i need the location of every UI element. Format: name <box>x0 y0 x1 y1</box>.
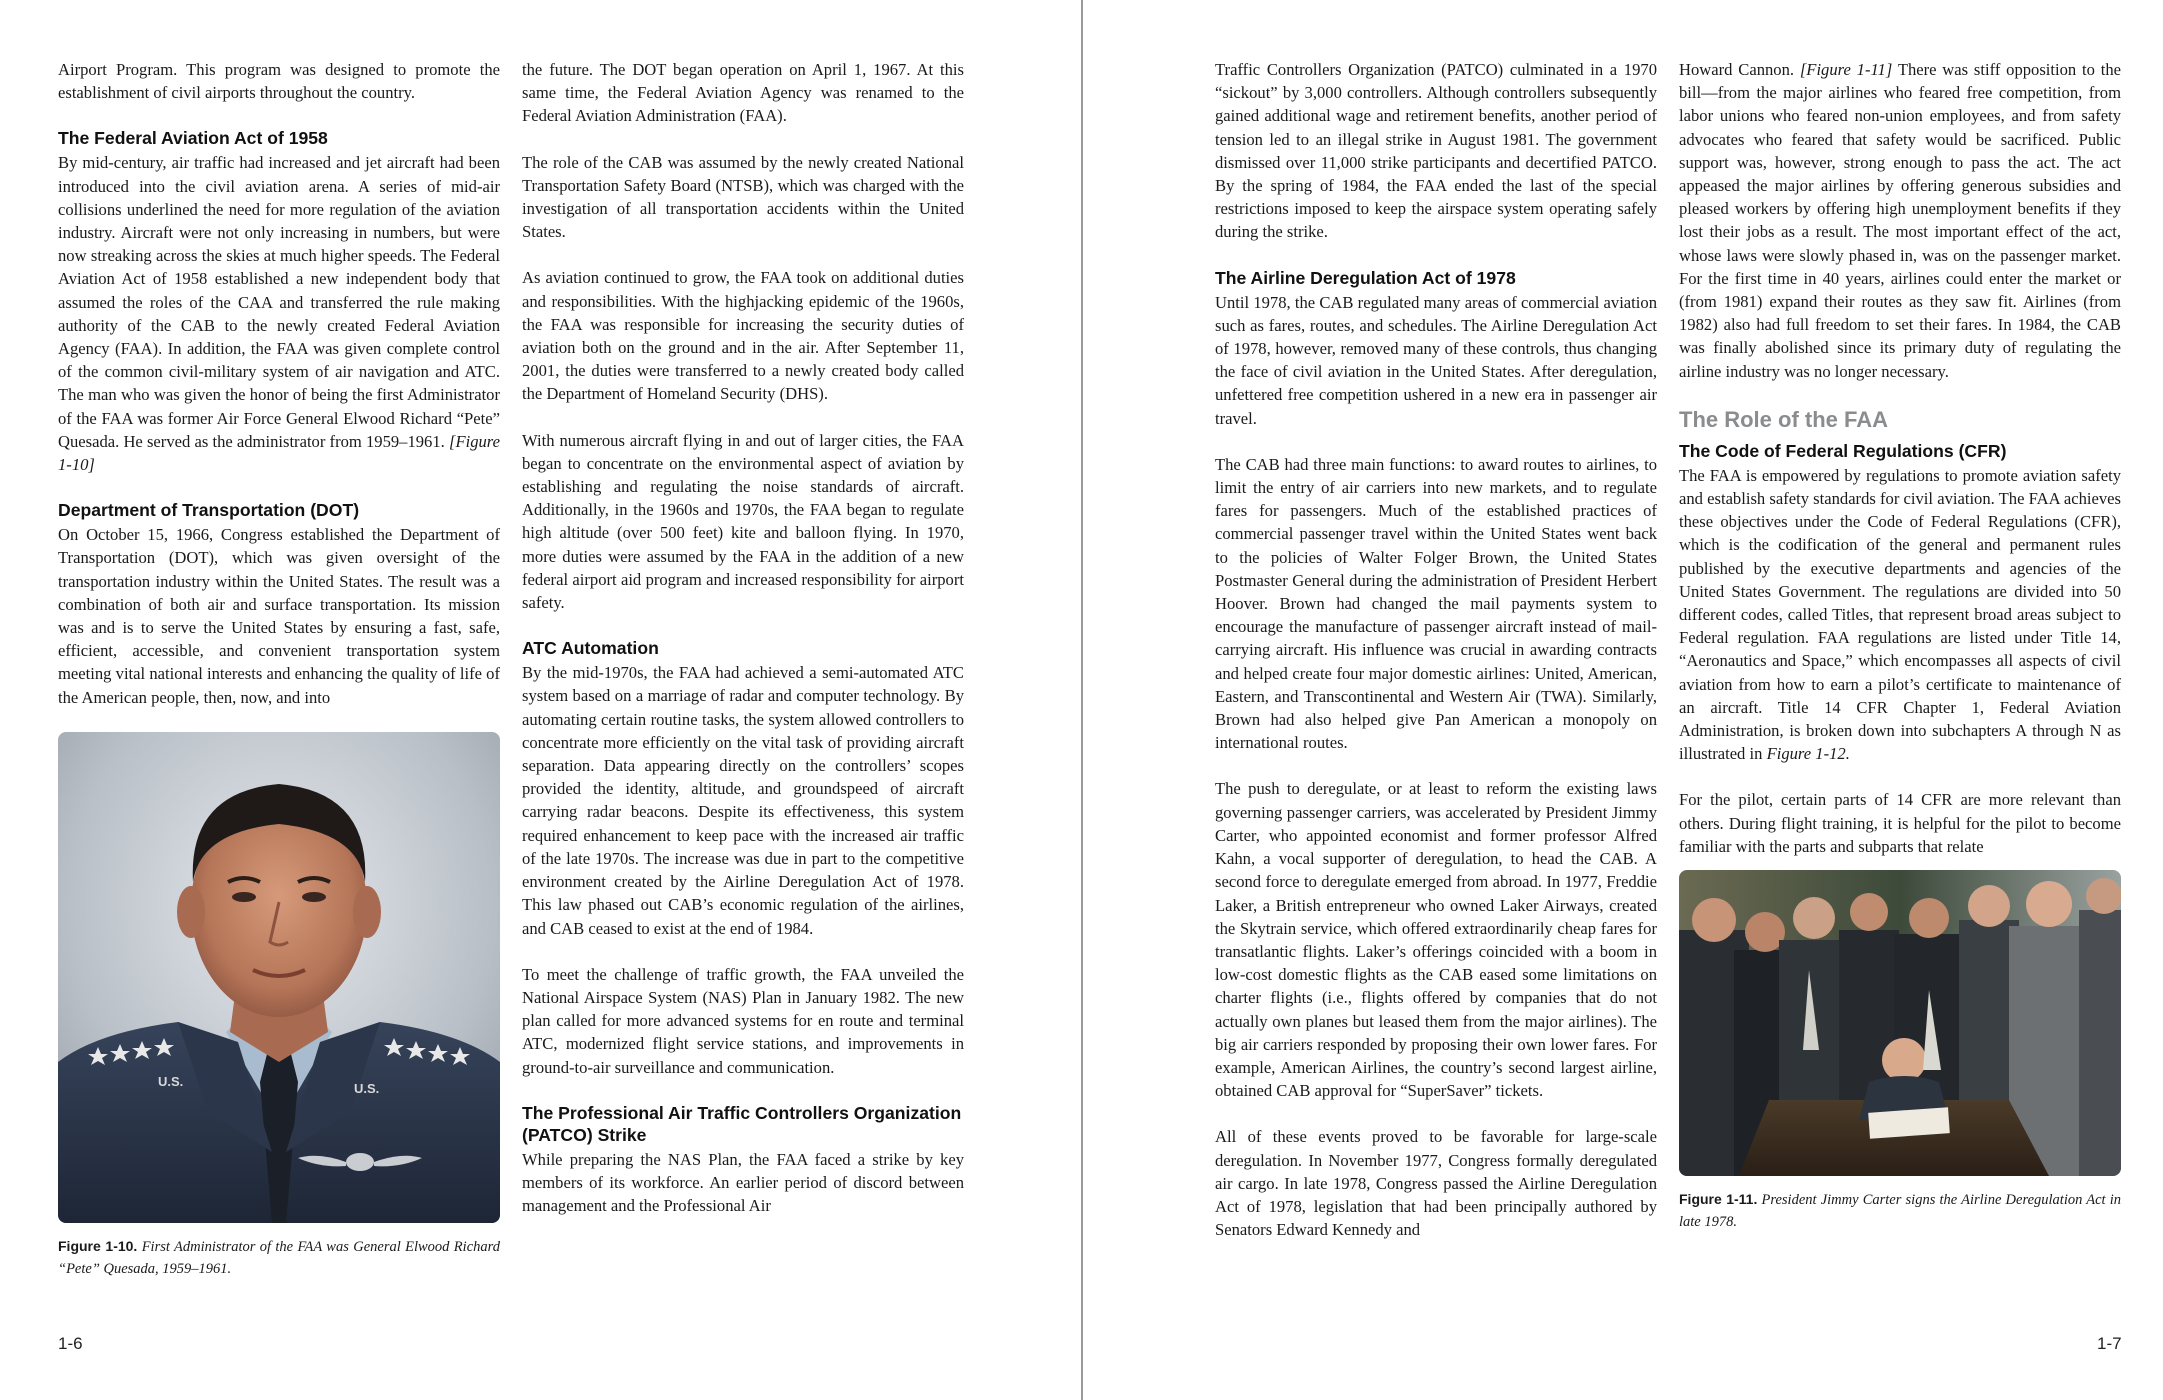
paragraph-text: By mid-century, air traffic had increased and jet aircraft had been introduced into the civil aviation arena. A series of mid-air collisions underlined the need for more regulation of the aviation industry. Aircraft were not only increasing in numbers, but were now streaking across the skies at much higher speeds. The Federal Aviation Act of 1958 established a new independent body that assumed the roles of the CAA and transferred the rule making authority of the CAB to the newly created Federal Aviation Agency (FAA). In addition, the FAA was given complete control of the common civil-military system of air navigation and ATC. The man who was given the honor of being the first Administrator of the FAA was former Air Force General Elwood Richard “Pete” Quesada. He served as the administrator from 1959–1961. <box>58 153 500 451</box>
figure-1-10-photo <box>58 732 500 1223</box>
right-page <box>1083 0 2163 1400</box>
paragraph-pilot-parts: For the pilot, certain parts of 14 CFR are more relevant than others. During flight training, it is helpful for the pilot to become familiar with the parts and subparts that relate <box>1679 790 2121 856</box>
paragraph-ntsb: The role of the CAB was assumed by the newly created National Transportation Safety Board (NTSB), which was charged with the investigation of all transportation accidents within the United States. <box>522 152 964 242</box>
caption-label: Figure 1-11. <box>1679 1191 1758 1208</box>
right-column-1 <box>1215 58 1657 1241</box>
paragraph-atc-automation: By the mid-1970s, the FAA had achieved a semi-automated ATC system based on a marriage of radar and computer technology. By automating certain routine tasks, the system allowed controllers to concentrate more efficiently on the vital task of providing aircraft separation. Data appearing directly on the controllers’ scopes provided the identity, altitude, and groundspeed of aircraft carrying radar beacons. Despite its effectiveness, this system required enhancement to keep pace with the increased air traffic of the late 1970s. The increase was due in part to the competitive environment created by the Airline Deregulation Act of 1978. This law phased out CAB’s economic regulation of the airlines, and CAB ceased to exist at the end of 1984. <box>522 663 964 938</box>
heading-airline-deregulation-act: The Airline Deregulation Act of 1978 <box>1215 267 1516 288</box>
heading-role-of-faa: The Role of the FAA <box>1679 406 1888 432</box>
figure-1-11-caption <box>1679 1188 2121 1233</box>
figure-reference-1-11: [Figure 1-11] <box>1799 60 1893 79</box>
left-column-1 <box>58 58 500 1303</box>
paragraph-cfr <box>1679 464 2121 766</box>
heading-dot: Department of Transportation (DOT) <box>58 500 360 521</box>
paragraph-nas-plan: To meet the challenge of traffic growth, the FAA unveiled the National Airspace System (NAS) Plan in January 1982. The new plan called for more advanced systems for en route and terminal ATC, modernized flight service stations, and improvements in ground-to-air surveillance and communication. <box>522 964 964 1077</box>
heading-atc-automation: ATC Automation <box>522 638 659 659</box>
heading-patco-strike: The Professional Air Traffic Controllers Organization (PATCO) Strike <box>522 1102 962 1145</box>
left-page <box>0 0 1081 1400</box>
paragraph-federal-aviation-act <box>58 151 500 476</box>
paragraph-dot: On October 15, 1966, Congress established the Department of Transportation (DOT), which was given oversight of the transportation industry within the United States. The result was a combination of both air and surface transportation. Its mission was and is to serve the United States by ensuring a fast, safe, efficient, accessible, and convenient transportation system meeting vital national interests and enhancing the quality of life of the American people, then, now, and into <box>58 525 500 707</box>
paragraph-text: There was stiff opposition to the bill—from the major airlines who feared free competition, from labor unions who feared non-union employees, and from safety advocates who feared that safety would be sacrificed. Public support was, however, strong enough to pass the act. The act appeased the major airlines by offering generous subsidies and pleased workers by offering high unemployment benefits if they lost their jobs as a result. The most important effect of the act, whose laws were slowly phased in, was on the passenger market. For the first time in 40 years, airlines could enter the market or (from 1981) expand their routes as they saw fit. Airlines (from 1982) also had full freedom to set their fares. In 1984, the CAB was finally abolished since its primary duty of regulating the airline industry was no longer necessary. <box>1679 60 2122 381</box>
figure-reference-1-10: [Figure 1-10] <box>58 431 501 475</box>
paragraph-intro: Airport Program. This program was designed to promote the establishment of civil airports throughout the country. <box>58 60 500 103</box>
page-number-right: 1-7 <box>2097 1334 2122 1353</box>
paragraph-patco: While preparing the NAS Plan, the FAA faced a strike by key members of its workforce. An earlier period of discord between management and the Professional Air <box>522 1149 964 1216</box>
paragraph-cannon <box>1679 58 2121 383</box>
paragraph-noise: With numerous aircraft flying in and out of larger cities, the FAA began to concentrate on the environmental aspect of aviation by establishing and regulating the noise standards of aircraft. Additionally, in the 1960s and 1970s, the FAA began to regulate high altitude (over 500 feet) kite and balloon flying. In 1970, more duties were assumed by the FAA in the addition of a new federal airport aid program and increased responsibility for airport safety. <box>522 430 964 613</box>
heading-federal-aviation-act: The Federal Aviation Act of 1958 <box>58 128 328 149</box>
caption-text: President Jimmy Carter signs the Airline Deregulation Act in late 1978. <box>1679 1192 2121 1231</box>
right-column-2 <box>1679 58 2121 1256</box>
paragraph-security: As aviation continued to grow, the FAA took on additional duties and responsibilities. With the highjacking epidemic of the 1960s, the FAA was responsible for increasing the security duties of aviation both on the ground and in the air. After September 11, 2001, the duties were transferred to a newly created body called the Department of Homeland Security (DHS). <box>522 268 964 404</box>
figure-1-10-caption <box>58 1235 500 1280</box>
caption-label: Figure 1-10. <box>58 1237 138 1254</box>
heading-code-of-federal-regulations: The Code of Federal Regulations (CFR) <box>1679 440 2007 461</box>
paragraph-push-to-deregulate: The push to deregulate, or at least to reform the existing laws governing passenger carriers, was accelerated by President Jimmy Carter, who appointed economist and former professor Alfred Kahn, a vocal supporter of deregulation, to head the CAB. A second force to deregulate emerged from abroad. In 1977, Freddie Laker, a British entrepreneur who owned Laker Airways, created the Skytrain service, which offered extraordinarily cheap fares for transatlantic flights. Laker’s offerings coincided with a boom in low-cost domestic flights as the CAB eased some limitations on charter flights (i.e., flights offered by companies that do not actually own planes but leased them from the major airlines). The big air carriers responded by proposing their own lower fares. For example, American Airlines, the country’s second largest airline, obtained CAB approval for “SuperSaver” tickets. <box>1215 779 1657 1101</box>
paragraph-events: All of these events proved to be favorable for large-scale deregulation. In November 1977, Congress formally deregulated air cargo. In late 1978, Congress passed the Airline Deregulation Act of 1978, legislation that had been principally authored by Senators Edward Kennedy and <box>1215 1127 1657 1240</box>
caption-text: First Administrator of the FAA was General Elwood Richard “Pete” Quesada, 1959–1961. <box>58 1238 500 1277</box>
left-column-2 <box>522 58 964 1217</box>
paragraph-patco-continued: Traffic Controllers Organization (PATCO) culminated in a 1970 “sickout” by 3,000 controllers. Although controllers subsequently gained additional wage and retirement benefits, another period of tension led to an illegal strike in August 1981. The government dismissed over 11,000 strike participants and decertified PATCO. By the spring of 1984, the FAA ended the last of the special restrictions imposed to keep the airspace system operating safely during the strike. <box>1215 60 1657 242</box>
insignia-left: U.S. <box>158 1073 184 1089</box>
page-number-left: 1-6 <box>58 1334 83 1353</box>
paragraph-dot-continued: the future. The DOT began operation on April 1, 1967. At this same time, the Federal Aviation Agency was renamed to the Federal Aviation Administration (FAA). <box>522 60 964 126</box>
figure-1-11-photo <box>1679 870 2121 1176</box>
paragraph-deregulation: Until 1978, the CAB regulated many areas of commercial aviation such as fares, routes, and schedules. The Airline Deregulation Act of 1978, however, removed many of these controls, thus changing the face of civil aviation in the United States. After deregulation, unfettered free competition ushered in a new era in passenger air travel. <box>1215 292 1657 428</box>
portrait-image <box>58 732 500 1223</box>
paragraph-cab-functions: The CAB had three main functions: to award routes to airlines, to limit the entry of air carriers into new markets, and to regulate fares for passengers. Much of the established practices of commercial passenger travel within the United States went back to the policies of Walter Folger Brown, the United States Postmaster General during the administration of President Herbert Hoover. Brown had changed the mail payments system to encourage the manufacture of passenger aircraft instead of mail-carrying aircraft. His influence was crucial in awarding contracts and helped create four major domestic airlines: United, American, Eastern, and Transcontinental and Western Air (TWA). Similarly, Brown had also helped give Pan American a monopoly on international routes. <box>1215 454 1657 753</box>
paragraph-text: Howard Cannon. <box>1679 60 1795 79</box>
paragraph-text: The FAA is empowered by regulations to promote aviation safety and establish safety standards for civil aviation. The FAA achieves these objectives under the Code of Federal Regulations (CFR), which is the codification of the general and permanent rules published by the executive departments and agencies of the United States Government. The regulations are divided into 50 different codes, called Titles, that represent broad areas subject to Federal regulation. FAA regulations are listed under Title 14, “Aeronautics and Space,” which encompasses all aspects of civil aviation from how to earn a pilot’s certificate to maintenance of an aircraft. Title 14 CFR Chapter 1, Federal Aviation Administration, is broken down into subchapters A through N as illustrated in <box>1679 465 2121 764</box>
signing-ceremony-image <box>1679 870 2121 1176</box>
insignia-right: U.S. <box>354 1080 380 1096</box>
figure-reference-1-12: Figure 1-12. <box>1766 744 1850 764</box>
